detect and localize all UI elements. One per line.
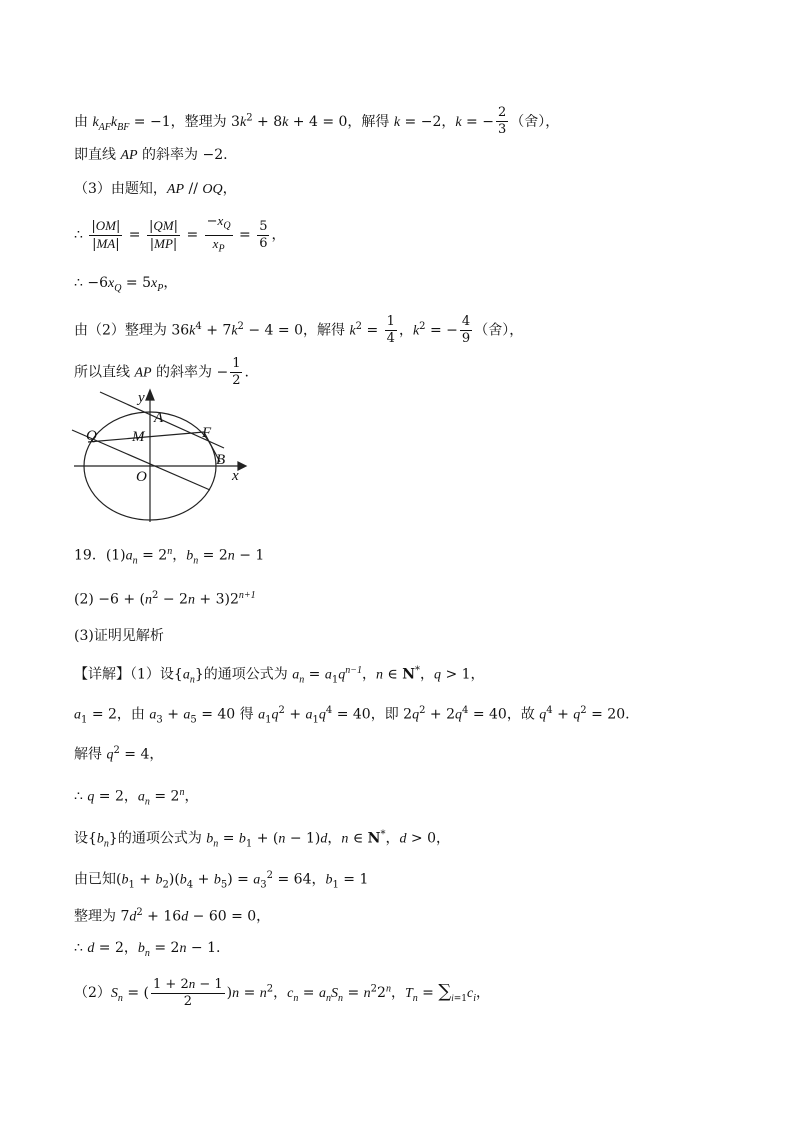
line-4: ∴ $\frac{|OM|}{|MA|}$ = $\frac{|QM|}{|MP|}$ = $\frac{-x_Q}{x_P}$ = $\frac{5}{6}$ ， (74, 213, 286, 255)
line-10: (3)证明见解析 (74, 628, 164, 644)
label-M: M (132, 429, 145, 445)
line-17: 整理为 $7d^2 + 16d - 60 = 0$， (74, 907, 271, 925)
line-13: 解得 $q^2 = 4$， (74, 745, 164, 763)
label-Q: Q (86, 428, 97, 444)
label-O: O (136, 469, 147, 485)
ellipse-figure (66, 388, 256, 528)
line-8: 19．$(1)a_n = 2^n$，$b_n = 2n - 1$ (74, 546, 265, 567)
line-15: 设$\{b_n\}$的通项公式为 $b_n = b_1 + (n - 1)d$，n ∈ N*，d > 0， (74, 829, 450, 850)
x-axis-arrow (238, 462, 246, 470)
label-y: y (138, 390, 145, 406)
label-A: A (154, 410, 164, 426)
label-B: B (216, 452, 226, 468)
line-7: 所以直线 AP 的斜率为 − $\frac{1}{2}$ . (74, 356, 249, 388)
line-2: 即直线 AP 的斜率为 −2. (74, 147, 228, 163)
text-equivalents (0, 0, 1, 1)
line-3: （3）由题知，AP // OQ， (74, 181, 237, 197)
line-14: ∴ q = 2，$a_n = 2^n$， (74, 787, 199, 808)
line-11: 【详解】（1）设$\{a_n\}$的通项公式为 $a_n = a_1q^{n-1}$，n ∈ N*，q > 1， (74, 665, 485, 686)
label-x: x (232, 468, 239, 484)
line-6: 由（2）整理为 $36k^4 + 7k^2 - 4 = 0$，解得 $k^2$ = $\frac{1}{4}$ ，$k^2$ = − $\frac{4}{9}$ （舍）， (74, 314, 524, 346)
line-QF (88, 432, 204, 442)
line-5: ∴ $-6x_Q = 5x_P$， (74, 275, 178, 294)
y-axis-arrow (146, 390, 154, 400)
line-16: 由已知$(b_1 + b_2)(b_4 + b_5) = a_3^2 = 64$，$b_1 = 1$ (74, 870, 369, 891)
line-18: ∴ d = 2，$b_n = 2n - 1$. (74, 940, 221, 959)
line-1: 由 $k_{AF}k_{BF} = -1$，整理为 $3k^2 + 8k + 4 = 0$，解得 k = −2，k = − $\frac{2}{3}$ （舍）， (74, 105, 560, 137)
line-19: $(2)S_n$ = ( $\frac{1 + 2n - 1}{2}$ )$n = n^2$，$c_n = a_nS_n = n^22^n$，$T_n = \sum_{i=1}c_i$， (74, 976, 491, 1009)
line-12: $a_1 = 2$，由 $a_3 + a_5 = 40$ 得 $a_1q^2 + a_1q^4 = 40$，即 $2q^2 + 2q^4 = 40$，故 $q^4 + q^2 = 20$. (74, 705, 630, 726)
line-9: $(2) -6 + (n^2 - 2n + 3)2^{n+1}$ (74, 590, 256, 608)
label-F: F (202, 425, 212, 441)
